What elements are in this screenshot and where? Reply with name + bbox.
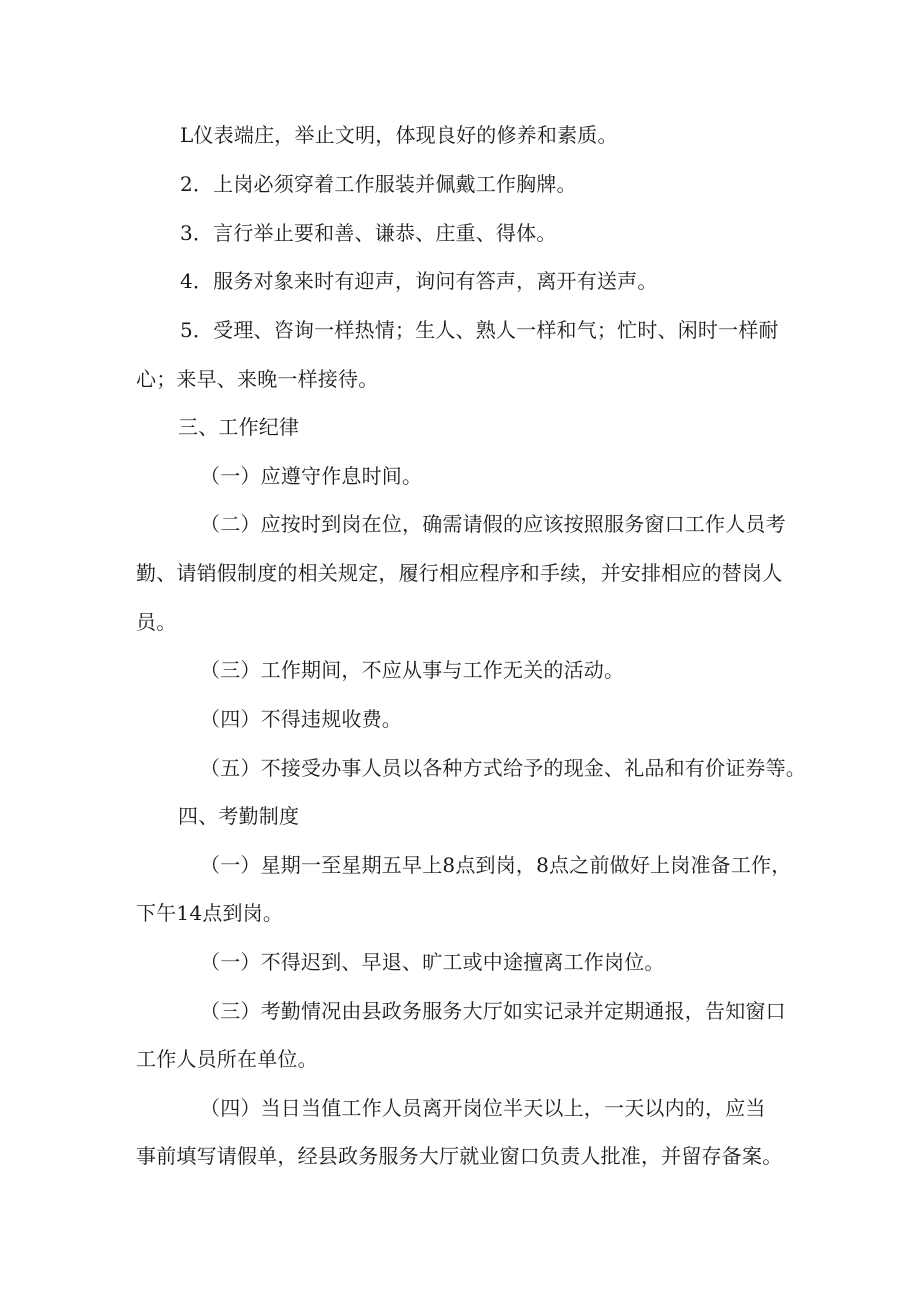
paragraph-line: （一）不得迟到、早退、旷工或中途擅离工作岗位。 [200, 950, 665, 974]
paragraph-line: 下午14点到岗。 [136, 901, 284, 925]
paragraph-line: 心；来早、来晚一样接待。 [136, 367, 379, 391]
paragraph-line: 工作人员所在单位。 [136, 1047, 318, 1071]
paragraph-line: 员。 [136, 610, 177, 634]
paragraph-line: L仪表端庄，举止文明，体现良好的修养和素质。 [180, 123, 618, 147]
paragraph-line: 事前填写请假单，经县政务服务大厅就业窗口负责人批准，并留存备案。 [136, 1144, 783, 1168]
paragraph-line: （一）应遵守作息时间。 [200, 464, 423, 488]
section-heading: 四、考勤制度 [178, 804, 300, 828]
paragraph-line: （三）考勤情况由县政务服务大厅如实记录并定期通报，告知窗口 [200, 999, 786, 1023]
paragraph-line: （四）当日当值工作人员离开岗位半天以上，一天以内的，应当 [200, 1096, 766, 1120]
section-heading: 三、工作纪律 [178, 415, 300, 439]
paragraph-line: （一）星期一至星期五早上8点到岗，8点之前做好上岗准备工作， [200, 853, 792, 877]
paragraph-line: 5．受理、咨询一样热情；生人、熟人一样和气；忙时、闲时一样耐 [180, 318, 779, 342]
paragraph-line: （三）工作期间，不应从事与工作无关的活动。 [200, 658, 625, 682]
paragraph-line: （二）应按时到岗在位，确需请假的应该按照服务窗口工作人员考 [200, 512, 786, 536]
paragraph-line: 勤、请销假制度的相关规定，履行相应程序和手续，并安排相应的替岗人 [136, 561, 783, 585]
paragraph-line: 3．言行举止要和善、谦恭、庄重、得体。 [180, 221, 557, 245]
paragraph-line: 2．上岗必须穿着工作服装并佩戴工作胸牌。 [180, 172, 577, 196]
paragraph-line: 4．服务对象来时有迎声，询问有答声，离开有送声。 [180, 269, 658, 293]
paragraph-line: （四）不得违规收费。 [200, 707, 402, 731]
paragraph-line: （五）不接受办事人员以各种方式给予的现金、礼品和有价证券等。 [200, 756, 806, 780]
